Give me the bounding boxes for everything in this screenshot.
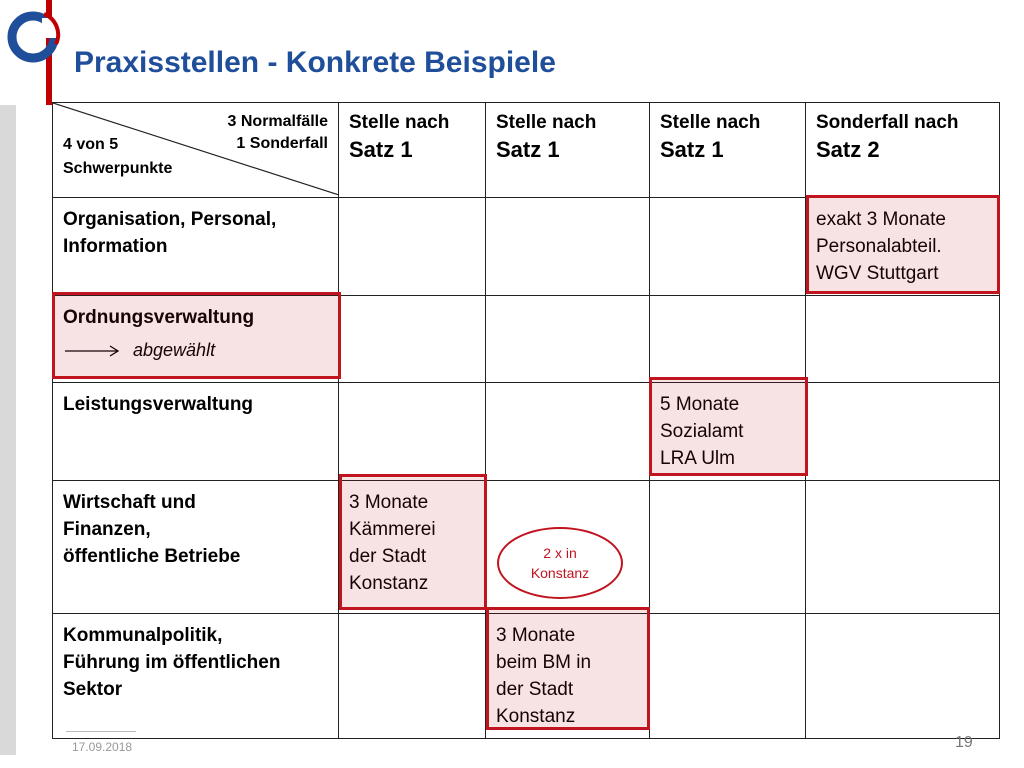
table-cell: exakt 3 Monate Personalabteil. WGV Stuttgart: [806, 198, 1000, 296]
table-cell: [650, 296, 806, 383]
highlight-box: [806, 195, 1000, 294]
footer-divider: [66, 731, 136, 732]
page-title: Praxisstellen - Konkrete Beispiele: [74, 46, 556, 79]
column-header: Stelle nach Satz 1: [650, 103, 806, 198]
row-label: Ordnungsverwaltung abgewählt: [53, 296, 339, 383]
table-cell: 3 Monate beim BM in der Stadt Konstanz: [486, 614, 650, 739]
table-row: [53, 383, 1000, 481]
table-cell: [806, 383, 1000, 481]
footer-date: 17.09.2018: [72, 740, 133, 754]
row-label: Leistungsverwaltung: [53, 383, 339, 481]
table-cell: [339, 614, 486, 739]
page-number: 19: [955, 734, 973, 751]
table-cell: [806, 481, 1000, 614]
corner-bottom-left: 4 von 5 Schwerpunkte: [63, 136, 173, 177]
table-cell: [339, 198, 486, 296]
table-cell: [650, 614, 806, 739]
annotation-oval: 2 x in Konstanz: [497, 527, 623, 599]
table-cell: [806, 296, 1000, 383]
table-cell: [339, 383, 486, 481]
table-cell: [486, 198, 650, 296]
left-decor-strip: [0, 105, 16, 755]
column-header: Stelle nach Satz 1: [486, 103, 650, 198]
table-cell: [486, 383, 650, 481]
table-cell: [806, 614, 1000, 739]
column-header: Stelle nach Satz 1: [339, 103, 486, 198]
logo-icon: [4, 4, 62, 64]
table-cell: [650, 198, 806, 296]
table-header-row: [53, 103, 1000, 198]
deselected-note: abgewählt: [63, 337, 328, 364]
table-cell: [339, 296, 486, 383]
highlight-box: [649, 377, 808, 476]
corner-top-right: 3 Normalfälle 1 Sonderfall: [227, 113, 328, 152]
table-cell: 5 Monate Sozialamt LRA Ulm: [650, 383, 806, 481]
table-cell: 3 Monate Kämmerei der Stadt Konstanz: [339, 481, 486, 614]
highlight-box: [52, 292, 341, 379]
row-label: Kommunalpolitik, Führung im öffentlichen Sektor: [53, 614, 339, 739]
row-label: Organisation, Personal, Information: [53, 198, 339, 296]
highlight-box: [486, 607, 650, 730]
corner-cell: [53, 103, 339, 198]
row-label: Wirtschaft und Finanzen, öffentliche Betriebe: [53, 481, 339, 614]
highlight-box: [339, 474, 487, 610]
table-cell: [486, 296, 650, 383]
table-cell: [650, 481, 806, 614]
column-header: Sonderfall nach Satz 2: [806, 103, 1000, 198]
